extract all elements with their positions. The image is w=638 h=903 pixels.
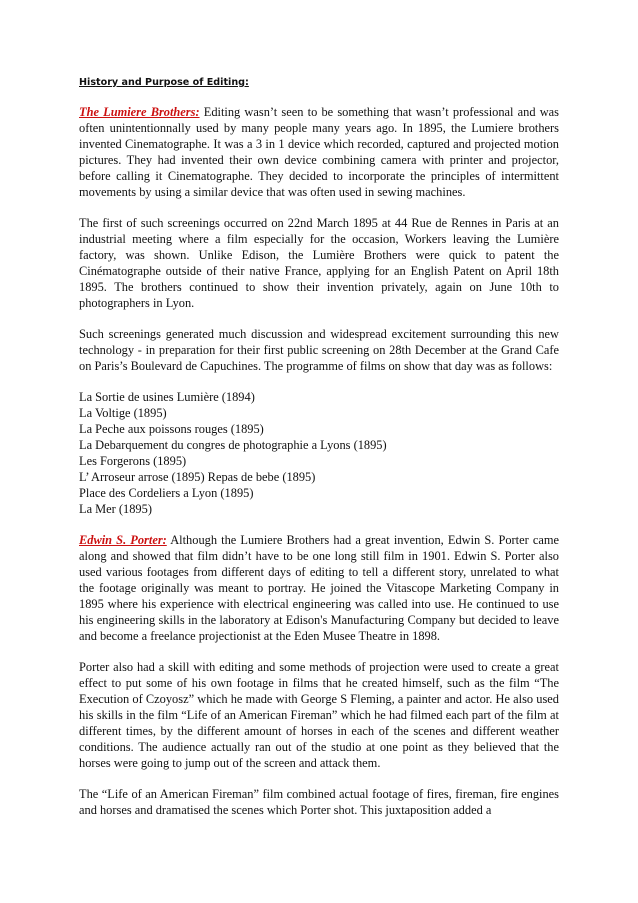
- paragraph-lumiere-intro: [79, 104, 559, 200]
- list-item: La Mer (1895): [79, 502, 152, 516]
- list-item: Place des Cordeliers a Lyon (1895): [79, 486, 254, 500]
- list-item: La Sortie de usines Lumière (1894): [79, 390, 255, 404]
- list-item: L’ Arroseur arrose (1895) Repas de bebe (1895): [79, 470, 316, 484]
- paragraph-porter-skills: Porter also had a skill with editing and some methods of projection were used to create a great effect to put some of his own footage in films that he created himself, such as the film “The Execution of Czoyosz” which he made with George S Fleming, a painter and actor. He also used his skills in the film “Life of an American Fireman” which he had filmed each part of the film at different times, by the different amount of horses in each of the scenes and different weather conditions. The audience actually ran out of the studio at one point as they believed that the horses were going to jump out of the screen and attack them.: [79, 660, 559, 770]
- list-item: La Peche aux poissons rouges (1895): [79, 422, 264, 436]
- paragraph-text: Editing wasn’t seen to be something that wasn’t professional and was often unintentionnally used by many people many years ago. In 1895, the Lumiere brothers invented Cinematographe. It was a 3 in 1 device which recorded, captured and projected motion pictures. They had invented their own device combining camera with printer and projector, before calling it Cinematographe. They decided to incorporate the principles of intermittent movements by using a similar device that was often used in sewing machines.: [79, 105, 559, 199]
- paragraph-first-screening: The first of such screenings occurred on 22nd March 1895 at 44 Rue de Rennes in Paris at an industrial meeting where a film especially for the occasion, Workers leaving the Lumière factory, was shown. Unlike Edison, the Lumière Brothers were quick to patent the Cinématographe outside of their native France, applying for an English Patent on April 18th 1895. The brothers continued to show their invention privately, again on June 10th to photographers in Lyon.: [79, 216, 559, 310]
- list-item: La Debarquement du congres de photographie a Lyons (1895): [79, 438, 387, 452]
- paragraph-text: Although the Lumiere Brothers had a great invention, Edwin S. Porter came along and showed that film didn’t have to be one long still film in 1901. Edwin S. Porter also used various footages from different days of editing to tell a different story, unrelated to what the footage originally was meant to portray. He joined the Vitascope Marketing Company in 1895 where his experience with electrical engineering was called into use. He continued to use his engineering skills in the laboratory at Edison's Manufacturing Company but decided to leave and become a freelance projectionist at the Eden Musee Theatre in 1898.: [79, 533, 560, 643]
- document-body: [79, 76, 559, 833]
- lead-edwin-porter: Edwin S. Porter:: [79, 533, 167, 547]
- paragraph-public-screening: Such screenings generated much discussion and widespread excitement surrounding this new technology - in preparation for their first public screening on 28th December at the Grand Cafe on Paris’s Boulevard de Capuchines. The programme of films on show that day was as follows:: [79, 327, 559, 373]
- film-programme-list: [79, 389, 559, 517]
- paragraph-american-fireman: The “Life of an American Fireman” film combined actual footage of fires, fireman, fire engines and horses and dramatised the scenes which Porter shot. This juxtaposition added a: [79, 787, 559, 817]
- document-heading: History and Purpose of Editing:: [79, 77, 249, 88]
- list-item: La Voltige (1895): [79, 406, 167, 420]
- paragraph-porter-intro: [79, 532, 559, 644]
- lead-lumiere-brothers: The Lumiere Brothers:: [79, 105, 200, 119]
- list-item: Les Forgerons (1895): [79, 454, 187, 468]
